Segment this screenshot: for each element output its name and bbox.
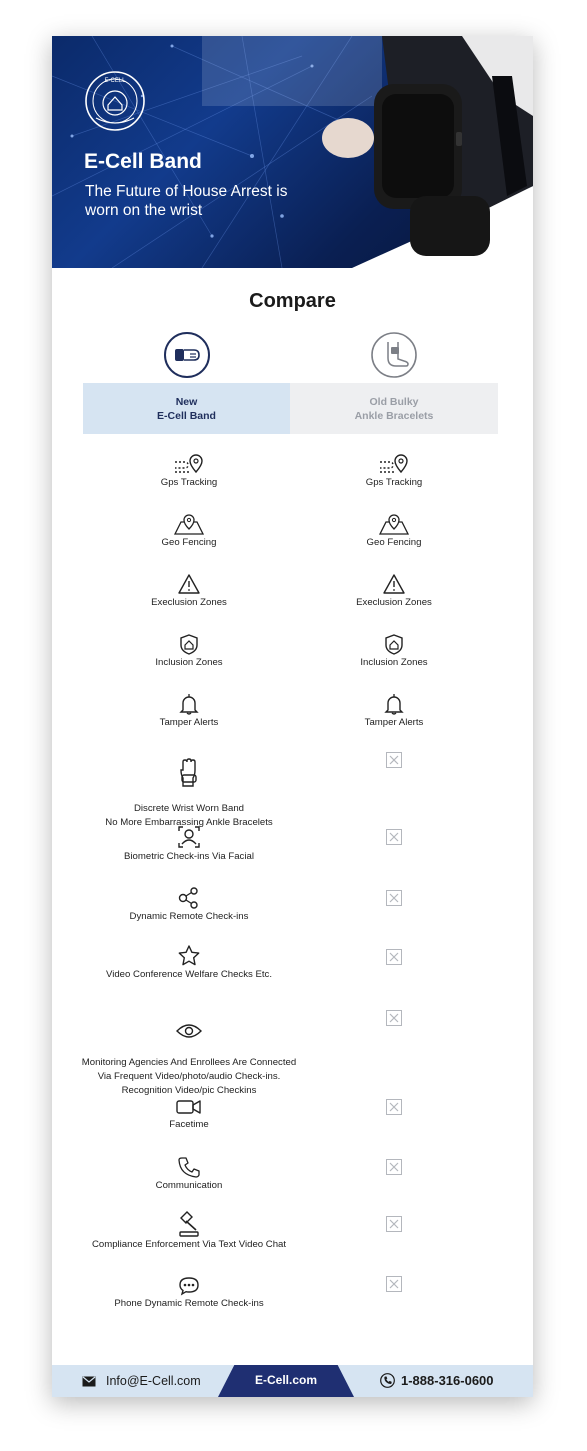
footer-bar [52, 1365, 533, 1397]
gavel-icon [172, 1210, 206, 1238]
share-icon [172, 886, 206, 910]
chat-bubble-icon [172, 1275, 206, 1297]
old-feature-label: Inclusion Zones [360, 657, 428, 668]
feature-biometric [89, 824, 289, 864]
footer-email[interactable] [82, 1374, 201, 1388]
feature-inclusion-zones [89, 632, 289, 670]
x-mark-icon [386, 1276, 402, 1292]
phone-icon [172, 1155, 206, 1179]
home-shield-icon [172, 632, 206, 656]
flyer-card [52, 36, 533, 1397]
bell-icon [377, 692, 411, 716]
feature-label: Facetime [169, 1119, 209, 1130]
ankle-bracelet-icon [371, 332, 417, 378]
warning-icon [172, 572, 206, 596]
face-scan-icon [172, 824, 206, 850]
feature-label: Discrete Wrist Worn Band No More Embarrassing Ankle Bracelets [105, 803, 273, 828]
geo-map-icon [172, 512, 206, 536]
feature-phone-dynamic [89, 1275, 289, 1311]
x-mark-icon [386, 1010, 402, 1026]
geo-map-icon [377, 512, 411, 536]
old-feature-label: Geo Fencing [366, 537, 422, 548]
feature-geo-fencing [89, 512, 289, 550]
feature-label: Gps Tracking [160, 477, 218, 488]
old-feature-tamper-alerts [294, 692, 494, 730]
header-new-band [83, 383, 290, 434]
x-mark-icon [386, 752, 402, 768]
x-mark-icon [386, 1216, 402, 1232]
feature-label: Execlusion Zones [151, 597, 227, 608]
hero-title: E-Cell Band [84, 150, 202, 173]
feature-gps-tracking [89, 452, 289, 490]
hero-banner [52, 36, 533, 268]
old-feature-label: Tamper Alerts [364, 717, 424, 728]
feature-discrete-band [89, 744, 289, 830]
feature-label: Communication [155, 1180, 223, 1191]
feature-label: Phone Dynamic Remote Check-ins [114, 1298, 264, 1309]
feature-label: Video Conference Welfare Checks Etc. [105, 969, 273, 980]
x-mark-icon [386, 949, 402, 965]
wrist-band-icon [172, 758, 206, 788]
feature-compliance [69, 1210, 309, 1252]
feature-dynamic-remote [89, 886, 289, 924]
feature-video-conference [89, 944, 289, 982]
old-feature-exclusion-zones [294, 572, 494, 610]
gps-route-icon [172, 452, 206, 476]
envelope-icon [82, 1376, 96, 1387]
feature-label: Compliance Enforcement Via Text Video Chat [91, 1239, 287, 1250]
warning-icon [377, 572, 411, 596]
footer-phone[interactable] [380, 1373, 494, 1388]
header-new-line2: E-Cell Band [157, 409, 216, 422]
video-camera-icon [172, 1096, 206, 1118]
feature-label: Monitoring Agencies And Enrollees Are Connected Via Frequent Video/photo/audio Check-ins. Recognition Video/pic Checkins [81, 1057, 297, 1096]
footer-website[interactable]: E-Cell.com [254, 1373, 317, 1387]
feature-facetime [89, 1096, 289, 1132]
feature-label: Tamper Alerts [159, 717, 219, 728]
feature-label: Inclusion Zones [155, 657, 223, 668]
e-cell-logo [84, 70, 146, 132]
x-mark-icon [386, 1099, 402, 1115]
x-mark-icon [386, 1159, 402, 1175]
x-mark-icon [386, 890, 402, 906]
hero-subtitle: The Future of House Arrest is worn on the wrist [85, 183, 288, 219]
x-mark-icon [386, 829, 402, 845]
header-old-line2: Ankle Bracelets [354, 409, 434, 422]
feature-tamper-alerts [89, 692, 289, 730]
old-feature-geo-fencing [294, 512, 494, 550]
feature-exclusion-zones [89, 572, 289, 610]
header-old-bracelet [290, 383, 498, 434]
header-old-line1: Old Bulky [369, 395, 419, 408]
phone-icon [380, 1373, 395, 1388]
footer-email-text: Info@E-Cell.com [106, 1374, 201, 1388]
wrist-band-icon [164, 332, 210, 378]
old-feature-inclusion-zones [294, 632, 494, 670]
compare-title: Compare [249, 290, 336, 312]
star-icon [172, 944, 206, 968]
old-feature-label: Execlusion Zones [356, 597, 432, 608]
feature-label: Dynamic Remote Check-ins [129, 911, 249, 922]
old-feature-label: Gps Tracking [365, 477, 423, 488]
bell-icon [172, 692, 206, 716]
feature-monitoring [69, 1006, 309, 1098]
old-feature-gps-tracking [294, 452, 494, 490]
header-new-line1: New [175, 395, 198, 408]
footer-phone-text: 1-888-316-0600 [401, 1373, 494, 1388]
feature-label: Biometric Check-ins Via Facial [124, 851, 254, 862]
logo-text: E-CELL [104, 78, 126, 84]
feature-label: Geo Fencing [161, 537, 217, 548]
eye-icon [172, 1020, 206, 1042]
home-shield-icon [377, 632, 411, 656]
feature-communication [89, 1155, 289, 1193]
gps-route-icon [377, 452, 411, 476]
